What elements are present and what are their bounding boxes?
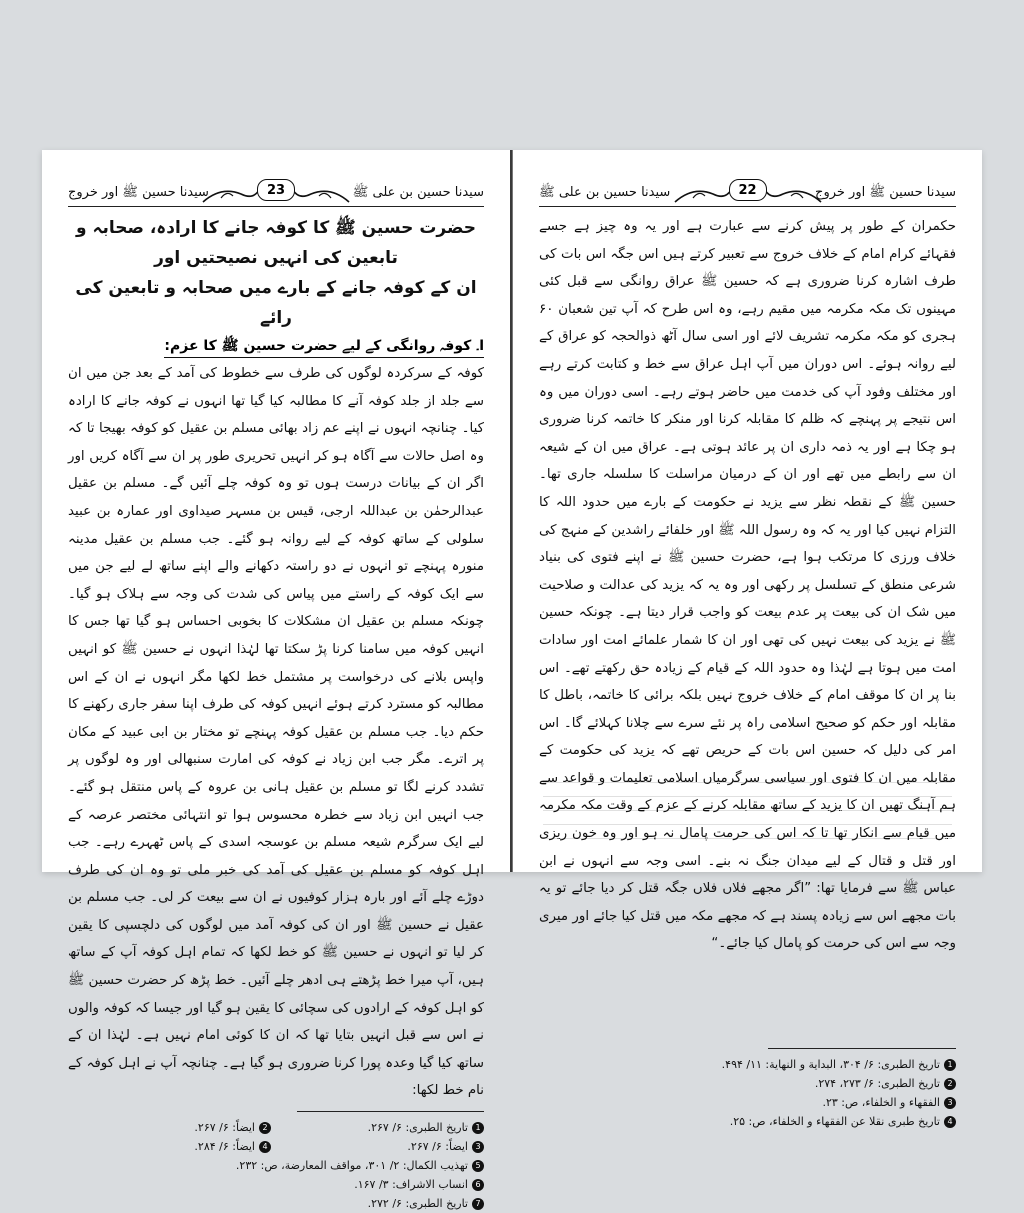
running-head-inner: سیدنا حسین ﷺ اور خروج (68, 185, 209, 200)
footnote (68, 1156, 484, 1175)
footnote-number: 5 (472, 1160, 484, 1172)
footnote-text: تاریخ الطبری: ۶/ ۲۷۲. (367, 1197, 468, 1211)
footnote-text: تاریخ الطبری: ۶/ ۲۷۳، ۲۷۴. (814, 1077, 940, 1091)
footnote (68, 1118, 271, 1137)
footnote-text: تاریخ الطبری: ۶/ ۳۰۴، البدایة و النهایة: ۱۱/ ۴۹۴. (721, 1058, 940, 1072)
footnote-text: تاریخ طبری نقلا عن الفقهاء و الخلفاء، ص: ۲۵. (729, 1115, 940, 1129)
page-23 (42, 150, 512, 1211)
footnote (68, 1137, 271, 1156)
footnote (68, 1194, 484, 1213)
footnote (539, 1112, 956, 1131)
footnote-number: 7 (472, 1198, 484, 1210)
chapter-title-line-1: حضرت حسین ﷺ کا کوفہ جانے کا ارادہ، صحابہ و تابعین کی انہیں نصیحتیں اور (76, 218, 476, 268)
section-subheading: ا۔ کوفہ روانگی کے لیے حضرت حسین ﷺ کا عزم: (164, 335, 484, 358)
footnote-number: 1 (472, 1122, 484, 1134)
page-number: 23 (257, 179, 295, 201)
footnote-text: ایضاً: ۶/ ۲۸۴. (194, 1140, 255, 1154)
show-through-text (543, 782, 952, 852)
footnote (281, 1137, 484, 1156)
footnote-number: 2 (944, 1078, 956, 1090)
chapter-title (68, 213, 484, 333)
page-number: 22 (729, 179, 767, 201)
footnotes (539, 1055, 956, 1131)
footnote-number: 6 (472, 1179, 484, 1191)
footnote (539, 1074, 956, 1093)
footnote-number: 4 (259, 1141, 271, 1153)
footnote (68, 1175, 484, 1194)
footnotes (68, 1118, 484, 1213)
footnote-divider (768, 1048, 956, 1049)
footnote-text: تھذیب الکمال: ۲/ ۳۰۱، مواقف المعارضة، ص: ۲۳۲. (235, 1159, 468, 1173)
footnote-text: ایضاً: ۶/ ۲۶۷. (407, 1140, 468, 1154)
running-head (68, 176, 484, 207)
footnote-divider (297, 1111, 484, 1112)
footnote-number: 3 (944, 1097, 956, 1109)
footnote (539, 1093, 956, 1112)
page-22 (512, 150, 982, 1129)
running-head-outer: سیدنا حسین بن علی ﷺ (539, 185, 671, 200)
body-text: کوفہ کے سرکردہ لوگوں کی طرف سے خطوط کی آمد کے بعد جن میں ان سے جلد از جلد کوفہ آنے کا مطالبہ کیا گیا تھا انہوں نے کوفہ جانے کا ارادہ کیا۔ چنانچہ انہوں نے اپنے عم زاد بھائی مسلم بن عقیل کو کوفہ بھیجا تا کہ وہ اصل حالات سے آگاہ ہو کر انہیں تحریری طور پر ان سے آگاہ کریں اور اگر ان کے بیانات درست ہوں تو وہ کوفہ چلے آئیں گے۔ مسلم بن عقیل عبدالرحمٰن بن عبداللہ ارجی، قیس بن مسہر صیداوی اور عمارہ بن عبید سلولی کے ساتھ کوفہ کے لیے روانہ ہو گئے۔ جب مسلم بن عقیل مدینہ منورہ پہنچے تو انہوں نے دو راستہ دکھانے والے اپنے ساتھ لے لیے جن میں سے ایک کوفہ کے راستے میں پیاس کی شدت کی وجہ سے ہلاک ہو گیا۔ چونکہ مسلم بن عقیل ان مشکلات کا بخوبی احساس ہو گیا تھا جس کا انہیں کوفہ میں سامنا کرنا پڑ سکتا تھا لہٰذا انہوں نے حسین ﷺ کو انہیں واپس بلانے کی درخواست پر مشتمل خط لکھا مگر انہوں نے ان کے اس مطالبہ کو مسترد کرتے ہوئے انہیں کوفہ کی طرف اپنا سفر جاری رکھنے کا حکم دیا۔ جب مسلم بن عقیل کوفہ پہنچے تو مختار بن ابی عبید کے مکان پر اترے۔ مگر جب ابن زیاد نے کوفہ کی امارت سنبھالی اور وہ لوگوں پر تشدد کرنے لگا تو مسلم بن عقیل ہانی بن عروہ کے پاس منتقل ہو گئے۔ جب انہیں ابن زیاد سے خطرہ محسوس ہوا تو انتہائی مختصر عرصہ کے لیے ایک سرگرم شیعہ مسلم بن عوسجہ اسدی کے پاس ٹھہرے رہے۔ جب اہل کوفہ کو مسلم بن عقیل کی آمد کی خبر ملی تو وہ ان کی طرف دوڑے چلے آئے اور بارہ ہزار کوفیوں نے ان سے بیعت کر لی۔ جب مسلم بن عقیل نے حسین ﷺ اور ان کی کوفہ آمد میں لوگوں کی دلچسپی کا یقین کر لیا تو انہوں نے حسین ﷺ کو خط لکھا کہ تمام اہل کوفہ آپ کے ساتھ ہیں، آپ میرا خط پڑھتے ہی ادھر چلے آئیں۔ خط پڑھ کر حضرت حسین ﷺ کو اہل کوفہ کے ارادوں کی سچائی کا یقین ہو گیا اور جیسا کہ کوفہ والوں نے اس سے قبل انہیں بتایا تھا کہ ان کا کوئی امام نہیں ہے۔ لہٰذا ان کے ساتھ کیا گیا وعدہ پورا کرنا ضروری ہو گیا ہے۔ چنانچہ آپ نے اہل کوفہ کے نام خط لکھا: (68, 366, 484, 1099)
open-book (42, 150, 982, 1211)
footnote-text: تاریخ الطبری: ۶/ ۲۶۷. (367, 1121, 468, 1135)
footnote-text: انساب الاشراف: ۳/ ۱۶۷. (354, 1178, 468, 1192)
running-head (539, 176, 956, 207)
running-head-outer: سیدنا حسین بن علی ﷺ (352, 185, 484, 200)
footnote (281, 1118, 484, 1137)
chapter-title-line-2: ان کے کوفہ جانے کے بارے میں صحابہ و تابعین کی رائے (75, 278, 477, 328)
footnote-text: ایضاً: ۶/ ۲۶۷. (194, 1121, 255, 1135)
running-head-inner: سیدنا حسین ﷺ اور خروج (815, 185, 956, 200)
footnote-text: الفقهاء و الخلفاء، ص: ۲۳. (822, 1096, 940, 1110)
footnote-number: 2 (259, 1122, 271, 1134)
footnote-number: 3 (472, 1141, 484, 1153)
footnote (539, 1055, 956, 1074)
footnote-number: 4 (944, 1116, 956, 1128)
body-text: حکمران کے طور پر پیش کرنے سے عبارت ہے اور یہ وہ چیز ہے جسے فقہائے کرام امام کے خلاف خروج سے تعبیر کرتے ہیں اس جگہ اس بات کی طرف اشارہ کرنا ضروری ہے کہ حسین ﷺ عراق روانگی سے قبل کئی مہینوں تک مکہ مکرمہ میں مقیم رہے، وہ اس طرح کہ آپ تین شعبان ۶۰ ہجری کو مکہ مکرمہ تشریف لائے اور اسی سال آٹھ ذوالحجہ کو عراق کے لیے روانہ ہوئے۔ اس دوران میں آپ اہل عراق سے خط و کتابت کرتے رہے اور مختلف وفود آپ کی خدمت میں حاضر ہوتے رہے۔ اسی دوران میں وہ اس نتیجے پر پہنچے کہ ظلم کا مقابلہ کرنا اور منکر کا خاتمہ کرنا ضروری ہو چکا ہے اور یہ ذمہ داری ان پر عائد ہوتی ہے۔ عراق میں ان کے شیعہ ان سے رابطے میں تھے اور ان کے درمیان مراسلت کا سلسلہ جاری تھا۔ حسین ﷺ کے نقطہ نظر سے یزید نے حکومت کے بارے میں حدود اللہ کا التزام نہیں کیا اور یہ کہ وہ رسول اللہ ﷺ اور خلفائے راشدین کے منہج کی خلاف ورزی کا مرتکب ہوا ہے، حضرت حسین ﷺ نے اپنے فتوی کی بنیاد شرعی منطق کے تسلسل پر رکھی اور وہ یہ کہ یزید کی عدالت و صلاحیت میں شک ان کی بیعت پر عدم بیعت کو واجب قرار دیتا ہے۔ چونکہ حسین ﷺ نے یزید کی بیعت نہیں کی تھی اور ان کا شمار علمائے امت اور سادات امت میں ہوتا ہے لہٰذا وہ حدود اللہ کے قیام کے زیادہ حق رکھتے تھے۔ اس بنا پر ان کا موقف امام کے خلاف خروج نہیں بلکہ برائی کا خاتمہ، باطل کا مقابلہ اور حکم کو صحیح اسلامی راہ پر نئے سرے سے چلانا کہلائے گا۔ اس امر کی دلیل کہ حسین اس بات کے حریص تھے کہ یزید کی حکومت کے مقابلہ میں ان کا فتوی اور سیاسی سرگرمیاں اسلامی تعلیمات و قواعد سے ہم آہنگ تھیں ان کا یزید کے ساتھ مقابلہ کرنے کے عزم کے وقت مکہ مکرمہ میں قیام سے انکار تھا تا کہ اس کی حرمت پامال نہ ہو اور وہ خون ریزی اور قتل و قتال کے لیے میدان جنگ نہ بنے۔ اسی وجہ سے انہوں نے ابن عباس ﷺ سے فرمایا تھا: ”اگر مجھے فلاں فلاں جگہ قتل کر دیا جائے تو یہ بات مجھے اس سے زیادہ پسند ہے کہ مجھے مکہ میں قتل کیا جائے اور میری وجہ سے اس کی حرمت کو پامال کیا جائے۔“ (539, 219, 956, 952)
footnote-number: 1 (944, 1059, 956, 1071)
